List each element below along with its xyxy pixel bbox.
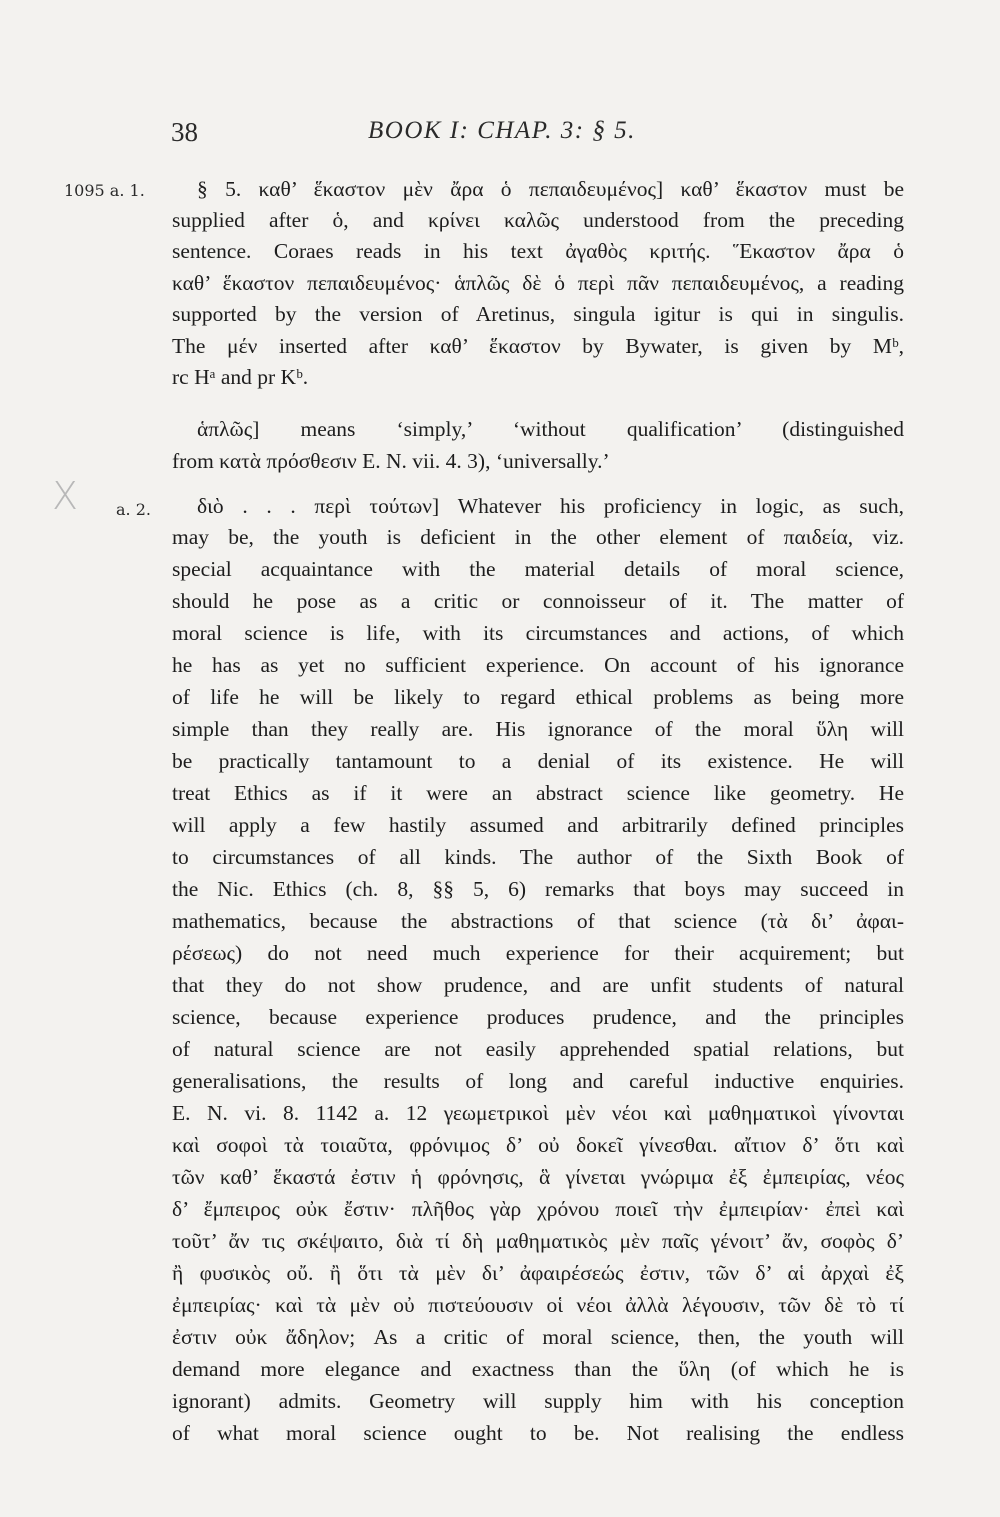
text-line: of natural science are not easily apprehended spatial relations, but — [172, 1037, 904, 1061]
text-line: E. N. vi. 8. 1142 a. 12 γεωμετρικοὶ μὲν νέοι καὶ μαθηματικοὶ γίνονται — [172, 1101, 904, 1125]
text-line: be practically tantamount to a denial of its existence. He will — [172, 749, 904, 773]
text-line: mathematics, because the abstractions of that science (τὰ δι’ ἀφαι- — [172, 909, 904, 933]
text-line: ἢ φυσικὸς οὔ. ἢ ὅτι τὰ μὲν δι’ ἀφαιρέσεώς ἐστιν, τῶν δ’ αἱ ἀρχαὶ ἐξ — [172, 1261, 904, 1285]
text-line: § 5. καθ’ ἕκαστον μὲν ἄρα ὁ πεπαιδευμένος] καθ’ ἕκαστον must be — [197, 177, 904, 201]
text-line: will apply a few hastily assumed and arbitrarily defined principles — [172, 813, 904, 837]
text-line: sentence. Coraes reads in his text ἀγαθὸς κριτής. Ἕκαστον ἄρα ὁ — [172, 239, 904, 263]
text-line: should he pose as a critic or connoisseur of it. The matter of — [172, 589, 904, 613]
text-line: ρέσεως) do not need much experience for their acquirement; but — [172, 941, 904, 965]
text-line: from κατὰ πρόσθεσιν E. N. vii. 4. 3), ‘universally.’ — [172, 449, 610, 473]
margin-reference-1: 1095 a. 1. — [64, 181, 145, 200]
text-line: moral science is life, with its circumstances and actions, of which — [172, 621, 904, 645]
text-line: δ’ ἔμπειρος οὐκ ἔστιν· πλῆθος γὰρ χρόνου ποιεῖ τὴν ἐμπειρίαν· ἐπεὶ καὶ — [172, 1197, 904, 1221]
text-line: καὶ σοφοὶ τὰ τοιαῦτα, φρόνιμος δ’ οὐ δοκεῖ γίνεσθαι. αἴτιον δ’ ὅτι καὶ — [172, 1133, 904, 1157]
text-line: The μέν inserted after καθ’ ἕκαστον by Bywater, is given by Mᵇ, — [172, 334, 904, 358]
margin-reference-2: a. 2. — [116, 500, 151, 519]
running-head: BOOK I: CHAP. 3: § 5. — [368, 117, 636, 144]
text-line: supplied after ὁ, and κρίνει καλῶς understood from the preceding — [172, 208, 904, 232]
text-line: to circumstances of all kinds. The author of the Sixth Book of — [172, 845, 904, 869]
text-line: of what moral science ought to be. Not realising the endless — [172, 1421, 904, 1445]
text-line: demand more elegance and exactness than the ὕλη (of which he is — [172, 1357, 904, 1381]
pencil-mark-icon: X — [52, 474, 79, 518]
text-line: ignorant) admits. Geometry will supply him with his conception — [172, 1389, 904, 1413]
text-line: generalisations, the results of long and careful inductive enquiries. — [172, 1069, 904, 1093]
page-number: 38 — [171, 117, 198, 147]
text-line: καθ’ ἕκαστον πεπαιδευμένος· ἁπλῶς δὲ ὁ περὶ πᾶν πεπαιδευμένος, a reading — [172, 271, 904, 295]
text-line: science, because experience produces prudence, and the principles — [172, 1005, 904, 1029]
text-line: special acquaintance with the material details of moral science, — [172, 557, 904, 581]
text-line: may be, the youth is deficient in the other element of παιδεία, viz. — [172, 525, 904, 549]
text-line: ἁπλῶς] means ‘simply,’ ‘without qualification’ (distinguished — [197, 417, 904, 441]
text-line: supported by the version of Aretinus, singula igitur is qui in singulis. — [172, 302, 904, 326]
text-line: the Nic. Ethics (ch. 8, §§ 5, 6) remarks that boys may succeed in — [172, 877, 904, 901]
text-line: simple than they really are. His ignorance of the moral ὕλη will — [172, 717, 904, 741]
text-line: διὸ . . . περὶ τούτων] Whatever his proficiency in logic, as such, — [197, 494, 904, 518]
text-line: rc Hᵃ and pr Kᵇ. — [172, 365, 309, 389]
text-line: treat Ethics as if it were an abstract science like geometry. He — [172, 781, 904, 805]
text-line: ἐμπειρίας· καὶ τὰ μὲν οὐ πιστεύουσιν οἱ νέοι ἀλλὰ λέγουσιν, τῶν δὲ τὸ τί — [172, 1293, 904, 1317]
text-line: of life he will be likely to regard ethical problems as being more — [172, 685, 904, 709]
text-line: ἐστιν οὐκ ἄδηλον; As a critic of moral science, then, the youth will — [172, 1325, 904, 1349]
text-line: τῶν καθ’ ἕκαστά ἐστιν ἡ φρόνησις, ἃ γίνεται γνώριμα ἐξ ἐμπειρίας, νέος — [172, 1165, 904, 1189]
text-line: that they do not show prudence, and are unfit students of natural — [172, 973, 904, 997]
text-line: he has as yet no sufficient experience. On account of his ignorance — [172, 653, 904, 677]
text-line: τοῦτ’ ἄν τις σκέψαιτο, διὰ τί δὴ μαθηματικὸς μὲν παῖς γένοιτ’ ἄν, σοφὸς δ’ — [172, 1229, 904, 1253]
